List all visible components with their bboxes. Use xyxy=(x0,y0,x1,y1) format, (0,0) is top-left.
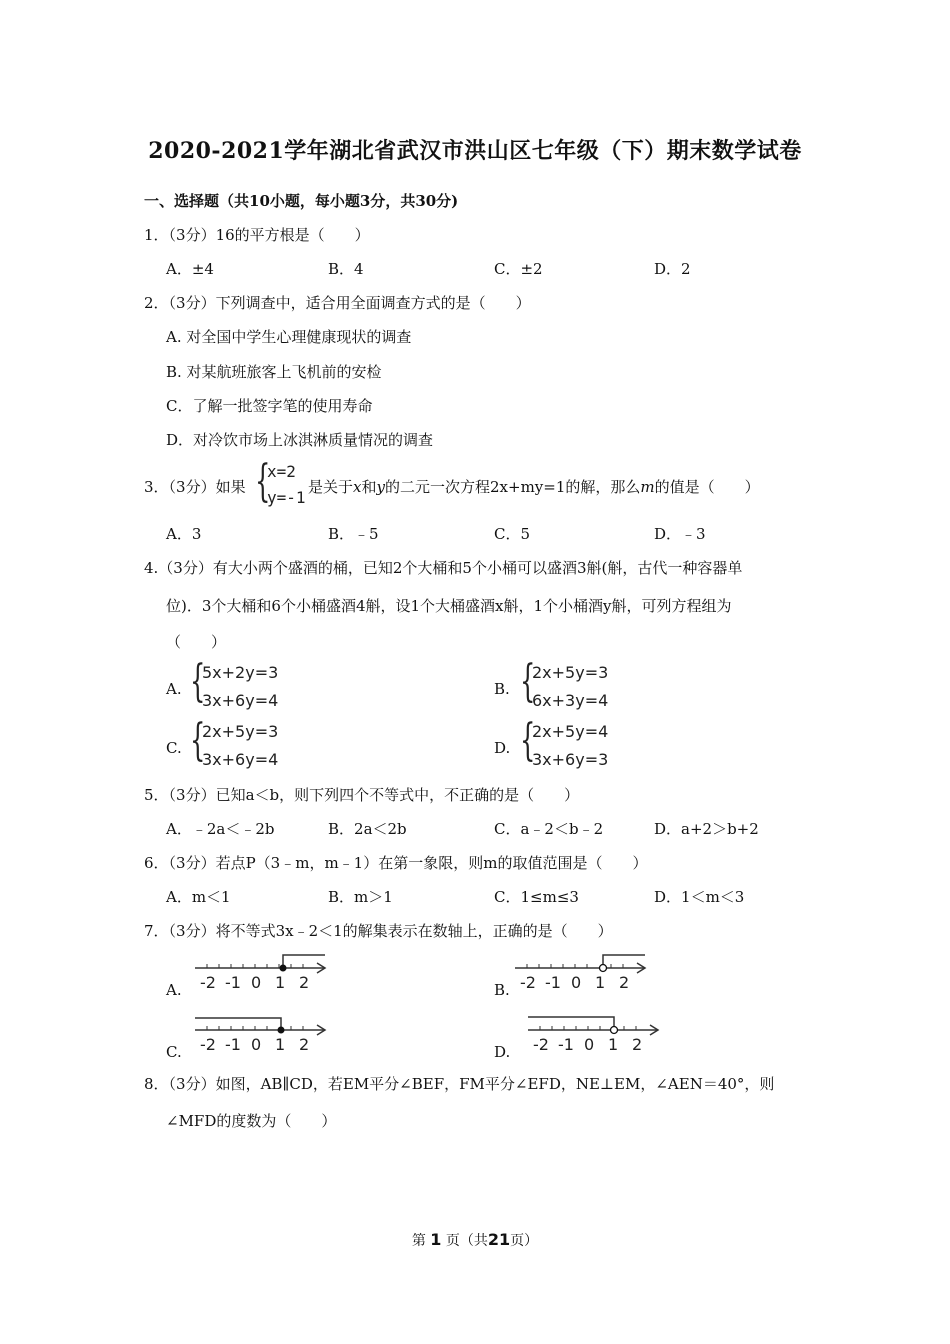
q4-option-c-label: C. xyxy=(166,739,182,757)
q3-sys-line1: x=2 xyxy=(267,462,296,481)
q3-option-d: D．﹣3 xyxy=(654,525,706,543)
q5-option-b: B．2a＜2b xyxy=(328,820,407,838)
q4-line2: 位)．3个大桶和6个小桶盛酒4斛，设1个大桶盛酒x斛，1个小桶酒y斛，可列方程组为 xyxy=(166,597,732,615)
tick-labels xyxy=(533,1035,642,1054)
q4-line1: 4.（3分）有大小两个盛酒的桶，已知2个大桶和5个小桶可以盛酒3斛(斛，古代一种容器单 xyxy=(144,559,743,577)
q3-text: 是关于 xyxy=(308,478,354,496)
tick-label: 0 xyxy=(251,1035,262,1054)
page-title: 2020-2021学年湖北省武汉市洪山区七年级（下）期末数学试卷 xyxy=(148,138,802,164)
q1-option-d: D．2 xyxy=(654,260,691,278)
brace-icon: { xyxy=(190,656,206,707)
q7-stem: 7．（3分）将不等式3x﹣2＜1的解集表示在数轴上，正确的是（ ） xyxy=(144,922,613,940)
q5-option-d: D．a+2＞b+2 xyxy=(654,820,759,838)
tick-label: 2 xyxy=(299,973,310,992)
tick-label: -2 xyxy=(533,1035,549,1054)
tick-label: -2 xyxy=(200,1035,216,1054)
q7-number-line-a xyxy=(195,952,335,1000)
solid-point xyxy=(280,965,287,972)
q7-option-a-label: A. xyxy=(166,981,182,999)
tick-label: 1 xyxy=(275,1035,286,1054)
q3-option-a: A．3 xyxy=(166,525,202,543)
q4-d-eq1: 2x+5y=4 xyxy=(532,722,609,741)
tick-label: 0 xyxy=(251,973,262,992)
q7-option-b-label: B. xyxy=(494,981,510,999)
q2-option-a: A. 对全国中学生心理健康现状的调查 xyxy=(166,328,412,346)
tick-label: 1 xyxy=(275,973,286,992)
q4-b-eq2: 6x+3y=4 xyxy=(532,691,609,710)
q7-number-line-c xyxy=(195,1014,335,1062)
q3-var-m: m xyxy=(640,478,655,496)
q5-stem: 5．（3分）已知a＜b，则下列四个不等式中，不正确的是（ ） xyxy=(144,786,580,804)
solution-bracket xyxy=(603,955,645,964)
brace-icon: { xyxy=(520,656,536,707)
q3-text: 的二元一次方程 xyxy=(384,478,490,496)
q4-option-a-label: A. xyxy=(166,680,182,698)
q4-option-d-system xyxy=(520,715,620,775)
q3-option-b: B．﹣5 xyxy=(328,525,379,543)
tick-labels xyxy=(520,973,629,992)
q3-text: 的解，那么 xyxy=(565,478,641,496)
page-footer xyxy=(0,1230,950,1250)
footer-text: 第 xyxy=(411,1233,426,1249)
q3-var-x: x xyxy=(353,478,362,496)
q2-option-c: C．了解一批签字笔的使用寿命 xyxy=(166,397,373,415)
q8-line1: 8．（3分）如图，AB∥CD，若EM平分∠BEF，FM平分∠EFD，NE⊥EM，∠AEN＝40°，则 xyxy=(144,1075,775,1093)
q2-option-d: D．对冷饮市场上冰淇淋质量情况的调查 xyxy=(166,431,434,449)
tick-labels xyxy=(200,1035,309,1054)
q3-var-y: y xyxy=(376,478,385,496)
q4-b-eq1: 2x+5y=3 xyxy=(532,663,609,682)
q6-option-a: A．m＜1 xyxy=(166,888,231,906)
q4-a-eq2: 3x+6y=4 xyxy=(202,691,279,710)
q6-option-c: C．1≤m≤3 xyxy=(494,888,579,906)
q3-option-c: C．5 xyxy=(494,525,531,543)
q7-number-line-d xyxy=(528,1014,668,1062)
tick-label: -2 xyxy=(200,973,216,992)
footer-text: 页（共 xyxy=(445,1233,488,1249)
tick-label: 2 xyxy=(619,973,630,992)
q4-option-b-system xyxy=(520,656,620,716)
q4-option-b-label: B. xyxy=(494,680,510,698)
tick-label: -1 xyxy=(558,1035,574,1054)
q3-text: 和 xyxy=(361,478,377,496)
brace-icon: { xyxy=(520,715,536,766)
q3-sys-line2: y=-1 xyxy=(267,488,306,507)
q6-stem: 6．（3分）若点P（3﹣m，m﹣1）在第一象限，则m的取值范围是（ ） xyxy=(144,854,648,872)
hollow-point xyxy=(600,965,607,972)
q4-a-eq1: 5x+2y=3 xyxy=(202,663,279,682)
number-line-svg xyxy=(515,952,655,996)
tick-label: -1 xyxy=(225,1035,241,1054)
q5-option-a: A．﹣2a＜﹣2b xyxy=(166,820,275,838)
q1-stem: 1．（3分）16的平方根是（ ） xyxy=(144,226,370,244)
solution-bracket xyxy=(283,955,325,968)
number-line-svg xyxy=(195,952,335,996)
brace-icon: { xyxy=(190,715,206,766)
q1-option-b: B．4 xyxy=(328,260,364,278)
tick-label: 0 xyxy=(584,1035,595,1054)
q2-stem: 2．（3分）下列调查中，适合用全面调查方式的是（ ） xyxy=(144,294,531,312)
hollow-point xyxy=(611,1027,618,1034)
solid-point xyxy=(278,1027,285,1034)
q3-stem-rest xyxy=(308,477,760,497)
tick-label: 1 xyxy=(608,1035,619,1054)
footer-page-number: 1 xyxy=(430,1230,442,1249)
q1-option-c: C．±2 xyxy=(494,260,543,278)
q6-option-b: B．m＞1 xyxy=(328,888,393,906)
q7-option-d-label: D. xyxy=(494,1043,511,1061)
q1-option-a: A．±4 xyxy=(166,260,214,278)
tick-labels xyxy=(200,973,309,992)
q7-option-c-label: C. xyxy=(166,1043,182,1061)
q4-option-d-label: D. xyxy=(494,739,511,757)
number-line-svg xyxy=(195,1014,335,1058)
q3-prefix: 3．（3分）如果 xyxy=(144,478,246,496)
solution-bracket xyxy=(195,1018,281,1030)
q2-option-b: B. 对某航班旅客上飞机前的安检 xyxy=(166,363,382,381)
tick-label: 0 xyxy=(571,973,582,992)
q4-c-eq1: 2x+5y=3 xyxy=(202,722,279,741)
q4-d-eq2: 3x+6y=3 xyxy=(532,750,609,769)
tick-label: -1 xyxy=(225,973,241,992)
q7-number-line-b xyxy=(515,952,655,1000)
q8-line2: ∠MFD的度数为（ ） xyxy=(166,1112,337,1130)
tick-label: 1 xyxy=(595,973,606,992)
tick-label: 2 xyxy=(632,1035,643,1054)
footer-text: 页） xyxy=(510,1233,539,1249)
section-heading: 一、选择题（共10小题，每小题3分，共30分) xyxy=(144,192,459,210)
q5-option-c: C．a﹣2＜b﹣2 xyxy=(494,820,604,838)
brace-icon: { xyxy=(255,456,271,507)
q3-text: 的值是（ ） xyxy=(654,478,760,496)
q3-equation: 2x+my=1 xyxy=(490,478,566,496)
q4-c-eq2: 3x+6y=4 xyxy=(202,750,279,769)
q6-option-d: D．1＜m＜3 xyxy=(654,888,745,906)
number-line-svg xyxy=(528,1014,668,1058)
q4-option-a-system xyxy=(190,656,290,716)
tick-label: -1 xyxy=(545,973,561,992)
tick-label: 2 xyxy=(299,1035,310,1054)
footer-total-pages: 21 xyxy=(487,1230,511,1249)
tick-label: -2 xyxy=(520,973,536,992)
q4-option-c-system xyxy=(190,715,290,775)
solution-bracket xyxy=(528,1017,614,1026)
q4-line3: （ ） xyxy=(166,633,227,651)
q3-equation-system xyxy=(255,456,307,514)
